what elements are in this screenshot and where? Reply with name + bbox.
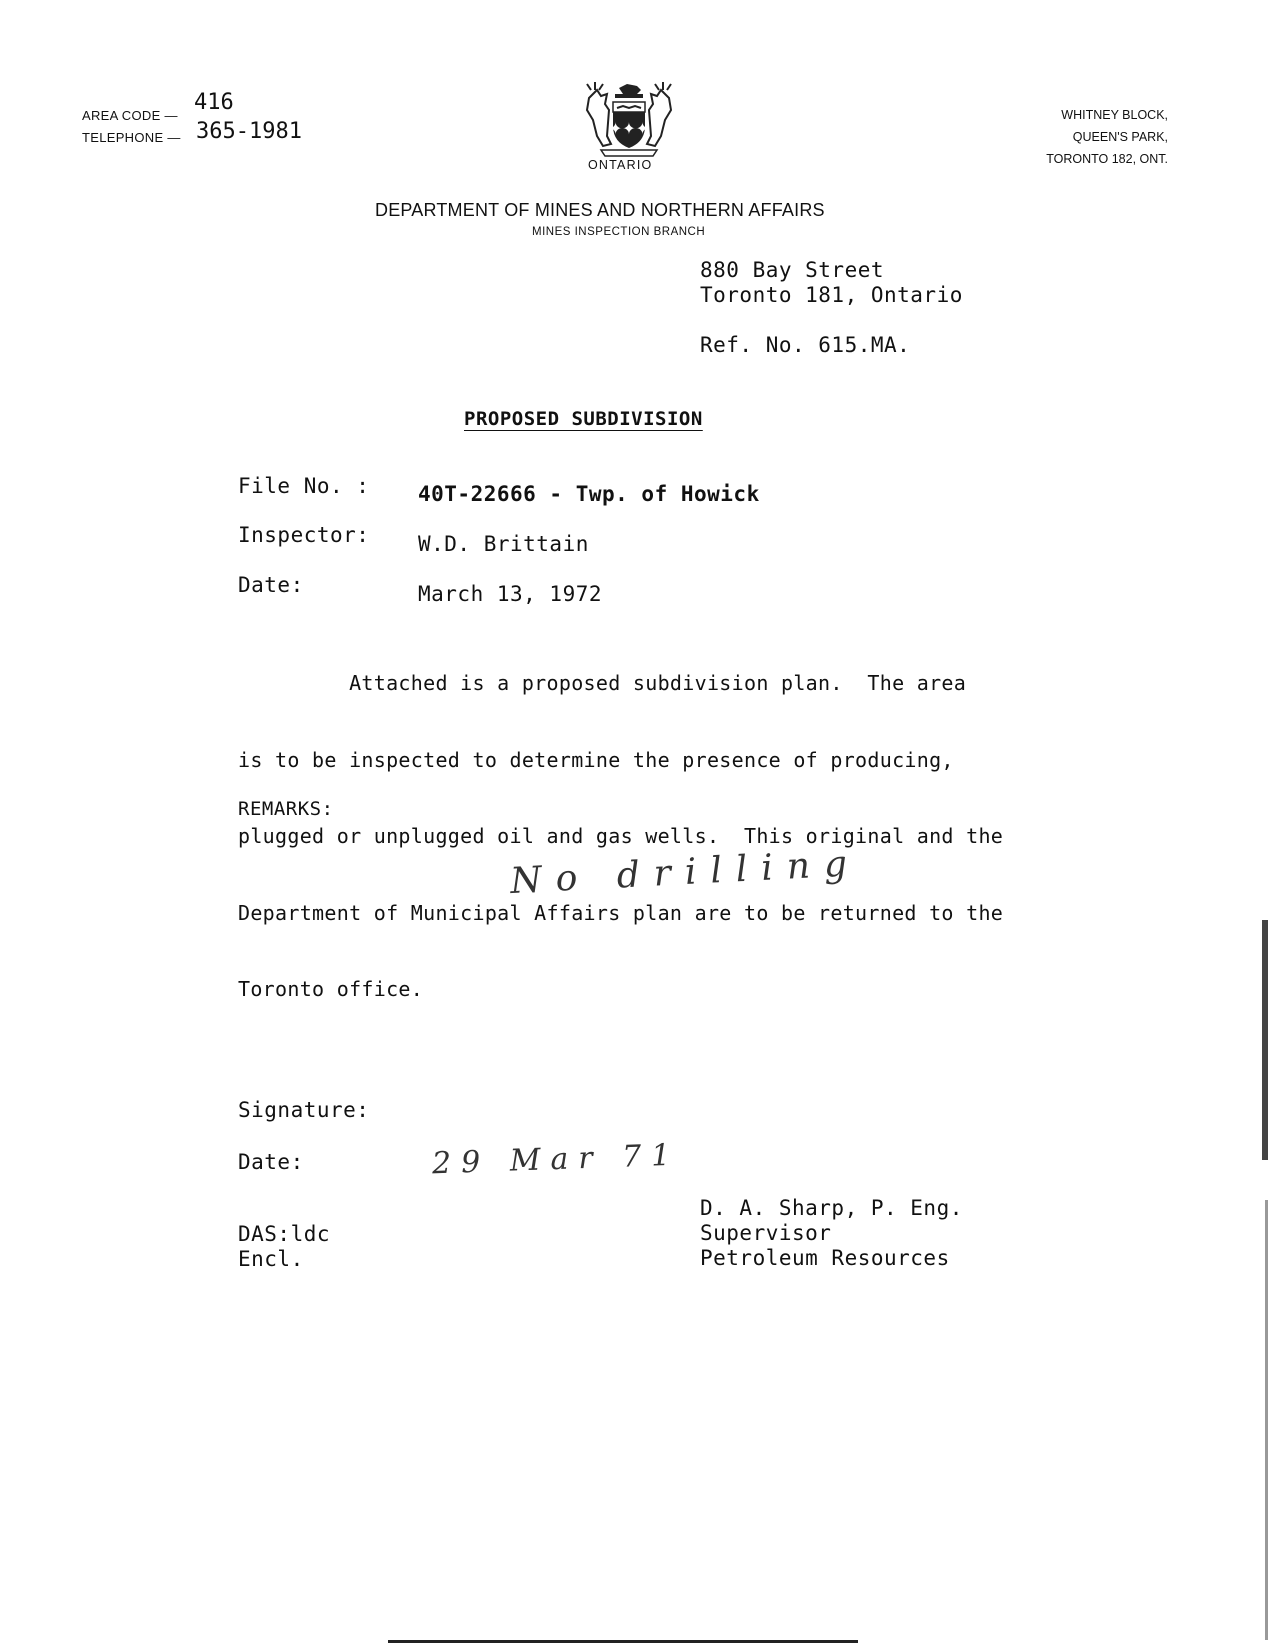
body-line-4: Department of Municipal Affairs plan are to be returned to the	[238, 900, 1004, 925]
body-paragraph	[238, 620, 1003, 1028]
handwritten-remarks: No drilling	[509, 842, 862, 903]
street-address: 880 Bay Street	[700, 258, 885, 282]
office-address-line-3: TORONTO 182, ONT.	[1046, 152, 1168, 166]
emblem-caption: ONTARIO	[588, 158, 653, 172]
file-number-value: 40T-22666 - Twp. of Howick	[418, 482, 760, 506]
reference-number: Ref. No. 615.MA.	[700, 333, 911, 357]
area-code-value: 416	[194, 90, 234, 115]
scan-bottom-line	[388, 1640, 858, 1643]
body-line-5: Toronto office.	[238, 977, 424, 1001]
office-address-line-1: WHITNEY BLOCK,	[1061, 108, 1168, 122]
inspector-label: Inspector:	[238, 523, 370, 547]
office-address-line-2: QUEEN'S PARK,	[1072, 130, 1168, 144]
date-label: Date:	[238, 573, 304, 597]
remarks-label: REMARKS:	[238, 798, 334, 820]
enclosure-note: Encl.	[238, 1247, 304, 1271]
file-number-label: File No. :	[238, 474, 370, 498]
body-line-3: plugged or unplugged oil and gas wells. This original and the	[238, 824, 1004, 848]
svg-text:✦✦✦: ✦✦✦	[608, 119, 650, 138]
scan-edge-mark	[1262, 920, 1268, 1160]
typist-initials: DAS:ldc	[238, 1222, 331, 1246]
handwritten-date: 29 Mar 71	[431, 1137, 681, 1182]
signature-date-label: Date:	[238, 1150, 304, 1174]
date-value: March 13, 1972	[418, 582, 603, 606]
inspector-value: W.D. Brittain	[418, 532, 589, 556]
signatory-name: D. A. Sharp, P. Eng.	[700, 1196, 963, 1220]
city-address: Toronto 181, Ontario	[700, 283, 963, 307]
body-line-2: is to be inspected to determine the presence of producing,	[238, 747, 954, 772]
area-code-label: AREA CODE —	[82, 108, 178, 123]
branch-name: MINES INSPECTION BRANCH	[532, 226, 706, 238]
ontario-coat-of-arms-icon	[583, 80, 675, 160]
signatory-division: Petroleum Resources	[700, 1246, 950, 1270]
signatory-position: Supervisor	[700, 1221, 832, 1245]
office-address	[948, 104, 1168, 170]
department-name: DEPARTMENT OF MINES AND NORTHERN AFFAIRS	[375, 200, 825, 220]
document-title: PROPOSED SUBDIVISION	[464, 408, 703, 430]
body-line-1: Attached is a proposed subdivision plan. The area	[238, 671, 967, 695]
signature-label: Signature:	[238, 1098, 370, 1122]
telephone-value: 365-1981	[196, 119, 302, 144]
telephone-label: TELEPHONE —	[82, 130, 181, 145]
